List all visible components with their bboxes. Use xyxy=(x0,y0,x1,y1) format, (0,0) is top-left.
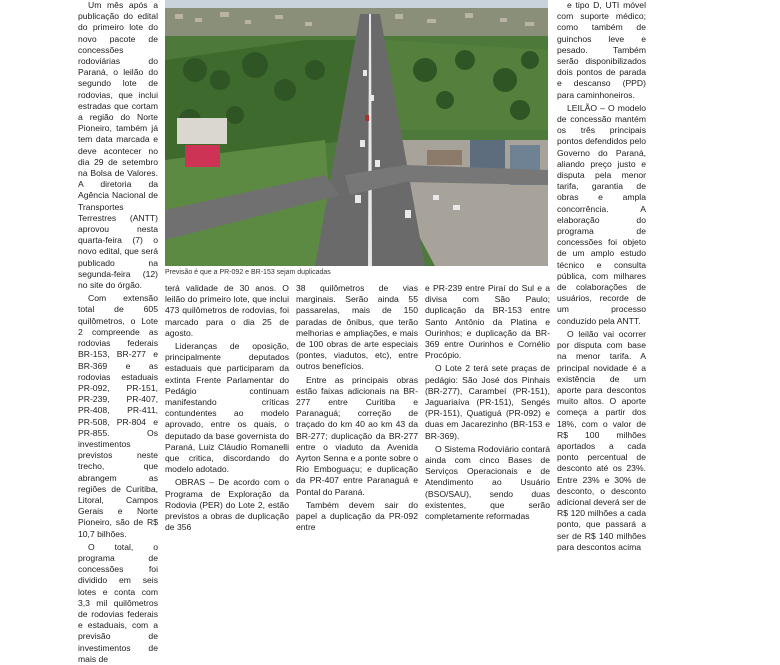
paragraph: LEILÃO – O modelo de concessão mantém os três principais pontos defendidos pelo Governo do Paraná, aliando preço justo e disputa pela menor tarifa, garantia de obras e ampla concorrência. A elaboração do programa de concessões foi objeto de um amplo estudo técnico e consulta pública, com milhares de colaborações de usuários, recorde de um processo conduzido pela ANTT. xyxy=(557,102,646,326)
photo-caption: Previsão é que a PR-092 e BR-153 sejam duplicadas xyxy=(165,269,331,276)
paragraph: O Sistema Rodoviário contará ainda com cinco Bases de Serviços Operacionais e de Atendimento ao Usuário (BSO/SAU), sendo duas existentes, que serão completamente reformadas xyxy=(425,443,550,522)
aerial-road-photo-drawing xyxy=(165,0,548,266)
aerial-road-photo xyxy=(165,0,548,266)
article-column-left xyxy=(78,0,158,665)
paragraph: terá validade de 30 anos. O leilão do primeiro lote, que inclui 473 quilômetros de rodovias, foi marcado para o dia 25 de agosto. xyxy=(165,283,289,338)
paragraph: e PR-239 entre Piraí do Sul e a divisa com São Paulo; duplicação da BR-153 entre Santo Antônio da Platina e Ourinhos; e duplicação da BR-369 entre Ourinhos e Cornélio Procópio. xyxy=(425,283,550,361)
paragraph: O leilão vai ocorrer por disputa com base na menor tarifa. A principal novidade é a existência de um aporte para descontos muito altos. O aporte começa a partir dos 18%, com o valor de R$ 100 milhões aportados a cada ponto percentual de desconto até os 23%. Entre 23% e 30% de desconto, o desconto adicional deverá ser de R$ 120 milhões a cada ponto, que passará a ser de R$ 140 milhões para descontos acima xyxy=(557,328,646,552)
paragraph: Lideranças de oposição, principalmente deputados estaduais que participaram da extinta Frente Parlamentar do Pedágio continuam manifestando críticas contundentes ao modelo aprovado, entre os quais, o deputado da base governista do Paraná, Luiz Cláudio Romanelli que critica, discordando do modelo adotado. xyxy=(165,341,289,475)
paragraph: Um mês após a publicação do edital do primeiro lote do novo pacote de concessões rodoviárias do Paraná, o leilão do segundo lote de rodovias, que inclui estradas que cortam a região do Norte Pioneiro, também já tem data marcada e deve acontecer no dia 29 de setembro na Bolsa de Valores. A diretoria da Agência Nacional de Transportes Terrestres (ANTT) aprovou nesta quarta-feira (7) o novo edital, que será publicado na segunda-feira (12) no site do órgão. xyxy=(78,0,158,291)
article-column-2 xyxy=(165,283,289,533)
paragraph: Também devem sair do papel a duplicação da PR-092 entre xyxy=(296,499,418,533)
article-column-4 xyxy=(425,283,550,522)
article-column-right xyxy=(557,0,646,553)
paragraph: Entre as principais obras estão faixas adicionais na BR-277 entre Curitiba e Paranaguá; correção de traçado do km 40 ao km 43 da BR-277; duplicação da BR-277 entre o viaduto da Avenida Ayrton Senna e a ponte sobre o Rio Emboguaçu; e duplicação da PR-407 entre Paranaguá e Pontal do Paraná. xyxy=(296,374,418,497)
article-column-3 xyxy=(296,283,418,533)
paragraph: OBRAS – De acordo com o Programa de Exploração da Rodovia (PER) do Lote 2, estão previstos a obras de duplicação de 356 xyxy=(165,477,289,533)
paragraph: O Lote 2 terá sete praças de pedágio: São José dos Pinhais (BR-277), Carambeí (PR-151), Jaguariaíva (PR-151), Sengés (PR-151), Quatiguá (PR-092) e duas em Jacarezinho (BR-153 e BR-369). xyxy=(425,363,550,441)
paragraph: e tipo D, UTI móvel com suporte médico; como também de guinchos leve e pesado. Também serão disponibilizados dois pontos de parada e descanso (PPD) para caminhoneiros. xyxy=(557,0,646,100)
paragraph: Com extensão total de 605 quilômetros, o Lote 2 compreende as rodovias federais BR-153, BR-277 e BR-369 e as rodovias estaduais PR-092, PR-151, PR-239, PR-407, PR-408, PR-411, PR-508, PR-804 e PR-855. Os investimentos previstos neste trecho, que abrangem as regiões de Curitiba, Litoral, Campos Gerais e Norte Pioneiro, são de R$ 10,7 bilhões. xyxy=(78,293,158,539)
paragraph: O total, o programa de concessões foi dividido em seis lotes e conta com 3,3 mil quilômetros de rodovias federais e estaduais, com a previsão de investimentos de mais de xyxy=(78,541,158,664)
paragraph: 38 quilômetros de vias marginais. Serão ainda 55 passarelas, mais de 150 paradas de ônibus, que terão melhorias e ampliações, e mais de 100 obras de arte especiais (pontes, viadutos, etc), entre outros benefícios. xyxy=(296,283,418,372)
